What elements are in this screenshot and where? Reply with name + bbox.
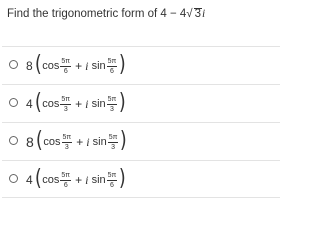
fraction-numerator: 5π: [107, 95, 117, 103]
angle-fraction: [60, 58, 71, 75]
answer-option-4[interactable]: [2, 160, 280, 198]
open-paren: (: [34, 90, 42, 115]
fraction-numerator: 5π: [107, 57, 117, 65]
sin-label: sin: [91, 98, 106, 110]
plus-sign: +: [75, 97, 83, 111]
imaginary-unit: i: [202, 8, 206, 20]
cos-label: cos: [42, 174, 60, 186]
cos-label: cos: [42, 98, 60, 110]
fraction-denominator: 6: [63, 181, 68, 189]
radio-button[interactable]: [9, 60, 18, 69]
radio-button[interactable]: [9, 98, 18, 107]
option-expression: [26, 90, 127, 118]
open-paren: (: [34, 52, 42, 77]
plus-sign: +: [75, 173, 83, 187]
modulus: 8: [26, 134, 34, 150]
modulus: 8: [26, 59, 33, 73]
sin-label: sin: [91, 174, 106, 186]
fraction-numerator: 5π: [61, 171, 71, 179]
plus-sign: +: [75, 59, 83, 73]
sin-label: sin: [92, 136, 107, 148]
modulus: 4: [26, 97, 33, 111]
cos-label: cos: [43, 136, 61, 148]
fraction-denominator: 6: [110, 67, 114, 75]
answer-option-2[interactable]: [2, 84, 280, 122]
fraction-denominator: 3: [64, 143, 69, 151]
angle-fraction: [107, 58, 118, 75]
imaginary-unit: i: [86, 134, 90, 149]
angle-fraction: [60, 96, 71, 113]
fraction-numerator: 5π: [108, 133, 118, 141]
open-paren: (: [34, 166, 42, 191]
sin-label: sin: [91, 60, 106, 72]
imaginary-unit: i: [85, 96, 89, 111]
close-paren: ): [120, 128, 128, 153]
cos-label: cos: [42, 60, 60, 72]
fraction-denominator: 3: [110, 105, 114, 113]
answer-option-1[interactable]: [2, 46, 280, 84]
angle-fraction: [107, 96, 118, 113]
option-expression: [26, 128, 128, 156]
close-paren: ): [119, 166, 127, 191]
fraction-numerator: 5π: [62, 133, 72, 141]
angle-fraction: [108, 134, 119, 151]
imaginary-unit: i: [85, 172, 89, 187]
fraction-denominator: 6: [63, 67, 68, 75]
angle-fraction: [60, 172, 71, 189]
fraction-numerator: 5π: [107, 171, 117, 179]
open-paren: (: [35, 128, 43, 153]
angle-fraction: [107, 172, 118, 189]
fraction-numerator: 5π: [61, 95, 71, 103]
option-expression: [26, 166, 127, 194]
close-paren: ): [119, 90, 127, 115]
plus-sign: +: [76, 135, 84, 149]
imaginary-unit: i: [85, 58, 89, 73]
sqrt-radicand: 3: [194, 8, 202, 20]
radio-button[interactable]: [9, 174, 18, 183]
fraction-numerator: 5π: [61, 57, 71, 65]
question-text: Find the trigonometric form of 4 − 4: [7, 8, 187, 20]
question-prompt: [7, 8, 205, 20]
close-paren: ): [119, 52, 127, 77]
fraction-denominator: 3: [63, 105, 68, 113]
modulus: 4: [26, 173, 33, 187]
sqrt-sign: √: [186, 8, 193, 20]
answer-option-3[interactable]: [2, 122, 280, 160]
option-expression: [26, 52, 127, 80]
radio-button[interactable]: [9, 136, 18, 145]
fraction-denominator: 6: [110, 181, 114, 189]
fraction-denominator: 3: [111, 143, 116, 151]
angle-fraction: [62, 134, 73, 151]
